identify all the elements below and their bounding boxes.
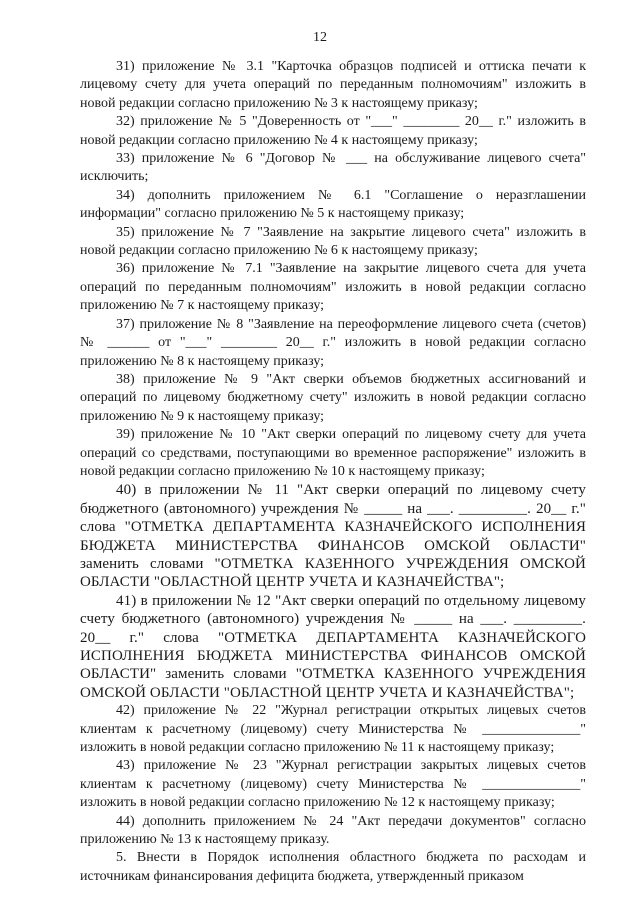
paragraph-41: 41) в приложении № 12 "Акт сверки операций по отдельному лицевому счету бюджетного (автономного) учреждения № _____ на ___. _________. 20__ г." слова "ОТМЕТКА ДЕПАРТАМЕНТА КАЗНАЧЕЙСКОГО ИСПОЛНЕНИЯ БЮДЖЕТА МИНИСТЕРСТВА ФИНАНСОВ ОМСКОЙ ОБЛАСТИ" заменить словами "ОТМЕТКА КАЗЕННОГО УЧРЕЖДЕНИЯ ОМСКОЙ ОБЛАСТИ "ОБЛАСТНОЙ ЦЕНТР УЧЕТА И КАЗНАЧЕЙСТВА"; [80, 592, 590, 701]
document-body [80, 58, 590, 886]
paragraph-40: 40) в приложении № 11 "Акт сверки операций по лицевому счету бюджетного (автономного) учреждения № _____ на ___. _________. 20__ г." слова "ОТМЕТКА ДЕПАРТАМЕНТА КАЗНАЧЕЙСКОГО ИСПОЛНЕНИЯ БЮДЖЕТА МИНИСТЕРСТВА ФИНАНСОВ ОМСКОЙ ОБЛАСТИ" заменить словами "ОТМЕТКА КАЗЕННОГО УЧРЕЖДЕНИЯ ОМСКОЙ ОБЛАСТИ "ОБЛАСТНОЙ ЦЕНТР УЧЕТА И КАЗНАЧЕЙСТВА"; [80, 482, 590, 591]
paragraph-33: 33) приложение № 6 "Договор № ___ на обслуживание лицевого счета" исключить; [80, 151, 590, 185]
paragraph-34: 34) дополнить приложением № 6.1 "Соглашение о неразглашении информации" согласно приложению № 5 к настоящему приказу; [80, 187, 590, 222]
paragraph-42: 42) приложение № 22 "Журнал регистрации открытых лицевых счетов клиентам к расчетному (лицевому) счету Министерства № ______________" изложить в новой редакции согласно приложению № 11 к настоящему приказу; [80, 703, 590, 756]
paragraph-5: 5. Внести в Порядок исполнения областного бюджета по расходам и источникам финансирования дефицита бюджета, утвержденный приказом [80, 850, 590, 884]
paragraph-44: 44) дополнить приложением № 24 "Акт передачи документов" согласно приложению № 13 к настоящему приказу. [80, 813, 590, 848]
paragraph-35: 35) приложение № 7 "Заявление на закрытие лицевого счета" изложить в новой редакции согласно приложению № 6 к настоящему приказу; [80, 224, 590, 259]
paragraph-38: 38) приложение № 9 "Акт сверки объемов бюджетных ассигнований и операций по лицевому бюджетному счету" изложить в новой редакции согласно приложению № 9 к настоящему приказу; [80, 371, 590, 424]
page-number: 12 [313, 30, 327, 45]
paragraph-39: 39) приложение № 10 "Акт сверки операций по лицевому счету для учета операций со средствами, поступающими во временное распоряжение" изложить в новой редакции согласно приложению № 10 к настоящему приказу; [80, 427, 590, 479]
paragraph-31: 31) приложение № 3.1 "Карточка образцов подписей и оттиска печати к лицевому счету для учета операций по переданным полномочиям" изложить в новой редакции согласно приложению № 3 к настоящему приказу; [80, 59, 590, 111]
paragraph-36: 36) приложение № 7.1 "Заявление на закрытие лицевого счета для учета операций по переданным полномочиям" изложить в новой редакции согласно приложению № 7 к настоящему приказу; [80, 261, 590, 314]
paragraph-32: 32) приложение № 5 "Доверенность от "___" ________ 20__ г." изложить в новой редакции согласно приложению № 4 к настоящему приказу; [80, 114, 590, 148]
paragraph-37: 37) приложение № 8 "Заявление на переоформление лицевого счета (счетов) № ______ от "___" ________ 20__ г." изложить в новой редакции согласно приложению № 8 к настоящему приказу; [80, 316, 590, 369]
paragraph-43: 43) приложение № 23 "Журнал регистрации закрытых лицевых счетов клиентам к расчетному (лицевому) счету Министерства № ______________" изложить в новой редакции согласно приложению № 12 к настоящему приказу; [80, 758, 590, 811]
